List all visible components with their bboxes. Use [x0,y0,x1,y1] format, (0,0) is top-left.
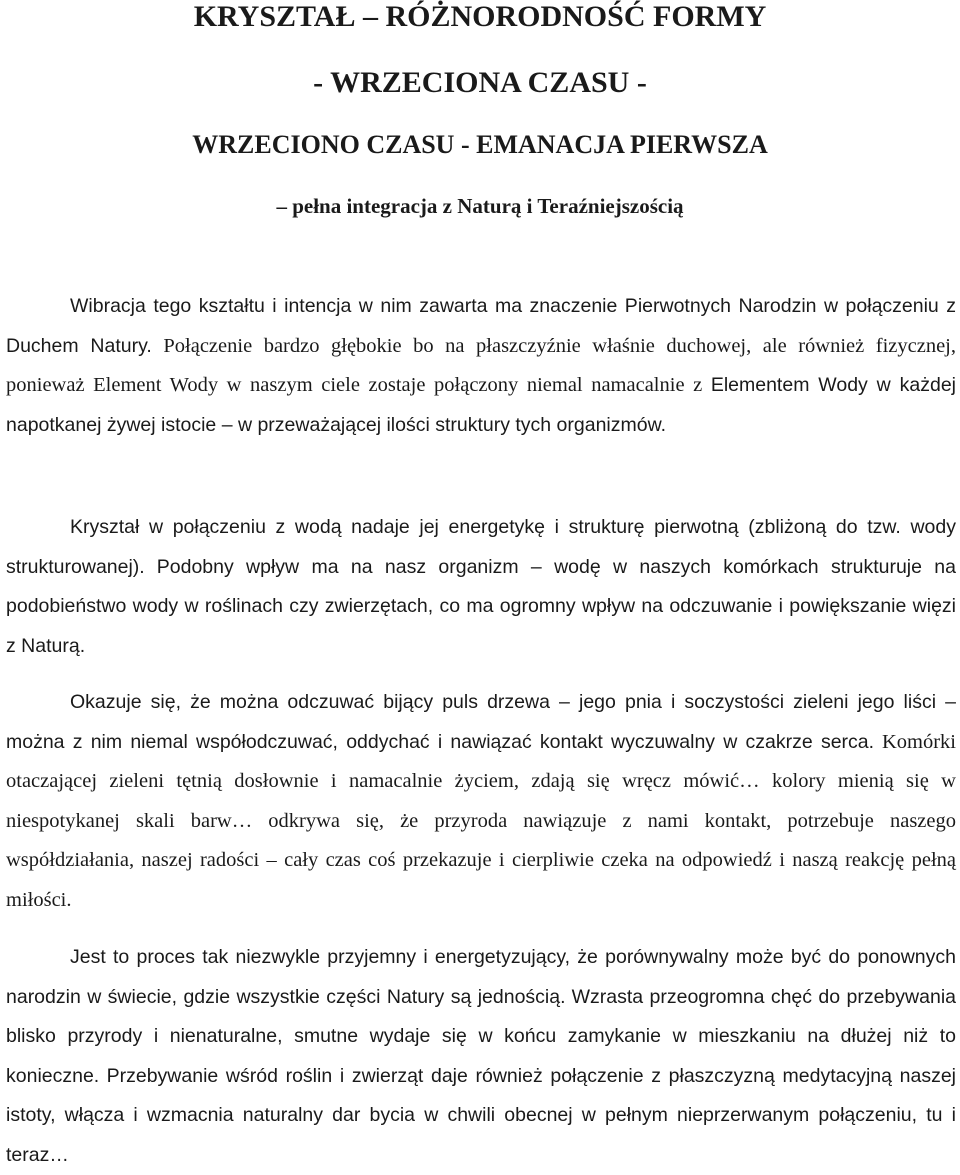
paragraph-2-part-a: Kryształ w połączeniu z wodą nadaje jej energetykę i strukturę pierwotną (zbliżoną do tzw. wody strukturowanej). [6,516,956,578]
paragraph-1-part-a: Wibracja tego kształtu i intencja w nim zawarta ma znaczenie Pierwotnych Narodzin w połączeniu z Duchem Natury. [6,295,956,357]
paragraph-4-part-c: Przebywanie wśród roślin i zwierząt daje również połączenie z płaszczyzną medytacyjną naszej istoty, włącza i wzmacnia naturalny dar bycia w chwili obecnej w pełnym nieprzerwanym połączeniu, tu i teraz… [6,1064,957,1166]
paragraph-2 [6,508,956,666]
paragraph-2-part-b: Podobny wpływ ma na nasz organizm – wodę w naszych komórkach strukturuje na podobieństwo wody w roślinach czy zwierzętach, co ma ogromny wpływ na odczuwanie i powiększanie więzi z Naturą. [6,555,956,657]
section-heading: WRZECIONO CZASU - EMANACJA PIERWSZA [192,130,768,159]
document-subtitle: - WRZECIONA CZASU - [313,66,647,99]
paragraph-3-part-a: Okazuje się, że można odczuwać bijący puls drzewa – jego pnia i soczystości zieleni jego liści – można z nim niemal współodczuwać, oddychać i nawiązać kontakt wyczuwalny w czakrze serca. [6,691,956,753]
section-tagline: – pełna integracja z Naturą i Teraźniejszością [276,194,684,218]
paragraph-1 [6,287,956,445]
paragraph-3 [6,683,956,920]
paragraph-1-part-c: Elementem Wody w każdej napotkanej żywej istocie – w przeważającej ilości struktury tych organizmów. [6,374,956,436]
paragraph-4-part-b: Wzrasta przeogromna chęć do przebywania blisko przyrody i nienaturalne, smutne wydaje się w końcu zamykanie w mieszkaniu na dłużej niż to konieczne. [6,985,956,1087]
document-title: KRYSZTAŁ – RÓŻNORODNOŚĆ FORMY [193,0,767,33]
paragraph-4 [6,938,956,1175]
paragraph-4-part-a: Jest to proces tak niezwykle przyjemny i energetyzujący, że porównywalny może być do ponownych narodzin w świecie, gdzie wszystkie części Natury są jednością. [6,946,956,1008]
paragraph-3-part-b: Komórki otaczającej zieleni tętnią dosłownie i namacalnie życiem, zdają się wręcz mówić… kolory mienią się w niespotykanej skali barw… odkrywa się, że przyroda nawiązuje z nami kontakt, potrzebuje naszego współdziałania, naszej radości – cały czas coś przekazuje i cierpliwie czeka na odpowiedź i naszą reakcję pełną miłości. [6,730,956,911]
paragraph-1-part-b: Połączenie bardzo głębokie bo na płaszczyźnie właśnie duchowej, ale również fizycznej, ponieważ Element Wody w naszym ciele zostaje połączony niemal namacalnie z [6,334,956,396]
